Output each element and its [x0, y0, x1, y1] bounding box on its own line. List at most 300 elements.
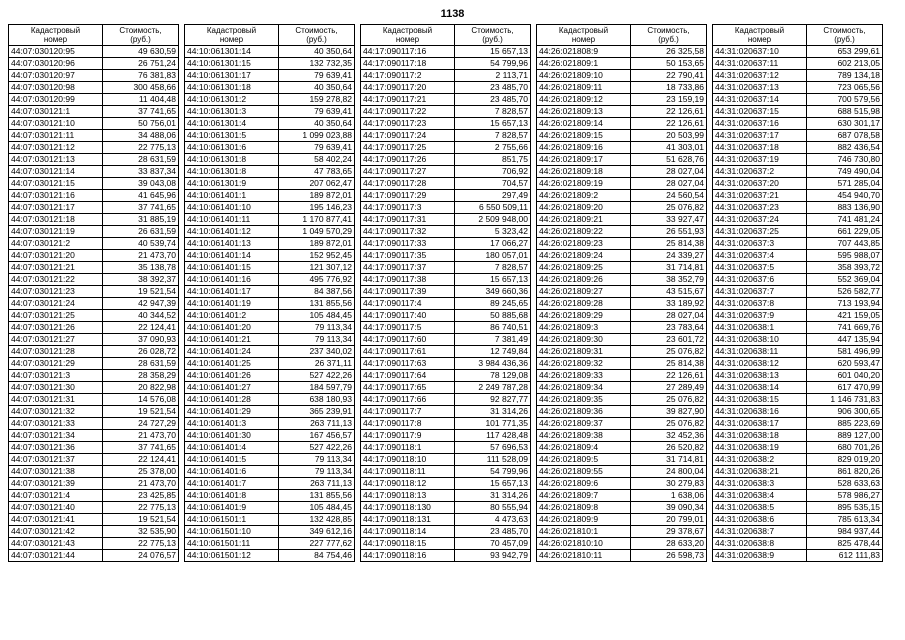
cadastral-number-cell: 44:10:061401:11: [185, 214, 279, 226]
cadastral-number-cell: 44:17:090117:33: [361, 238, 455, 250]
cadastral-number-cell: 44:26:021809:11: [537, 82, 631, 94]
cadastral-number-cell: 44:31:020638:6: [713, 514, 807, 526]
header-cost-line1: Стоимость,: [119, 26, 162, 35]
cost-cell: 571 285,04: [807, 178, 883, 190]
cadastral-number-cell: 44:10:061401:30: [185, 430, 279, 442]
cadastral-number-cell: 44:31:020637:9: [713, 310, 807, 322]
cost-cell: 26 551,93: [631, 226, 707, 238]
cost-cell: 26 028,72: [103, 346, 179, 358]
table-row: [713, 286, 883, 298]
table-row: [185, 178, 355, 190]
table-row: [713, 202, 883, 214]
cost-cell: 33 189,92: [631, 298, 707, 310]
table-row: [361, 322, 531, 334]
table-row: [185, 226, 355, 238]
cadastral-number-cell: 44:26:021809:36: [537, 406, 631, 418]
cost-cell: 687 078,58: [807, 130, 883, 142]
table-row: [9, 118, 179, 130]
table-row: [185, 550, 355, 562]
table-row: [713, 442, 883, 454]
header-cadastral-number-line1: Кадастровый: [558, 26, 609, 35]
table-row: [361, 526, 531, 538]
cadastral-number-cell: 44:31:020637:10: [713, 46, 807, 58]
cost-cell: 25 076,82: [631, 394, 707, 406]
cost-cell: 447 135,94: [807, 334, 883, 346]
cadastral-table-3: [360, 24, 531, 562]
cadastral-number-cell: 44:07:030121:12: [9, 142, 103, 154]
cost-cell: 26 520,82: [631, 442, 707, 454]
table-row: [185, 130, 355, 142]
table-row: [361, 274, 531, 286]
cost-cell: 23 783,64: [631, 322, 707, 334]
cadastral-number-cell: 44:07:030120:96: [9, 58, 103, 70]
table-row: [713, 370, 883, 382]
cadastral-number-cell: 44:26:021809:29: [537, 310, 631, 322]
cadastral-number-cell: 44:26:021809:1: [537, 58, 631, 70]
cadastral-number-cell: 44:26:021809:22: [537, 226, 631, 238]
table-row: [713, 166, 883, 178]
cadastral-number-cell: 44:31:020638:12: [713, 358, 807, 370]
cadastral-number-cell: 44:17:090118:12: [361, 478, 455, 490]
cost-cell: 20 822,98: [103, 382, 179, 394]
cost-cell: 23 485,70: [455, 82, 531, 94]
cadastral-number-cell: 44:07:030121:40: [9, 502, 103, 514]
cost-cell: 713 193,94: [807, 298, 883, 310]
cost-cell: 79 113,34: [279, 454, 355, 466]
cadastral-number-cell: 44:10:061401:25: [185, 358, 279, 370]
cadastral-number-cell: 44:26:021809:35: [537, 394, 631, 406]
cadastral-number-cell: 44:17:090117:64: [361, 370, 455, 382]
cost-cell: 21 473,70: [103, 430, 179, 442]
table-row: [185, 142, 355, 154]
cost-cell: 706,92: [455, 166, 531, 178]
cadastral-number-cell: 44:07:030121:28: [9, 346, 103, 358]
table-row: [9, 238, 179, 250]
cost-cell: 25 378,00: [103, 466, 179, 478]
table-row: [713, 334, 883, 346]
table-row: [537, 118, 707, 130]
cost-cell: 749 490,04: [807, 166, 883, 178]
table-row: [713, 130, 883, 142]
table-row: [537, 286, 707, 298]
table-row: [361, 106, 531, 118]
cadastral-number-cell: 44:26:021809:24: [537, 250, 631, 262]
cadastral-number-cell: 44:10:061401:16: [185, 274, 279, 286]
table-row: [713, 190, 883, 202]
table-row: [537, 334, 707, 346]
table-row: [185, 46, 355, 58]
cost-cell: 18 733,86: [631, 82, 707, 94]
cadastral-number-cell: 44:26:021809:37: [537, 418, 631, 430]
cost-cell: 700 579,56: [807, 94, 883, 106]
cost-cell: 50 756,01: [103, 118, 179, 130]
header-cadastral-number-line1: Кадастровый: [734, 26, 785, 35]
table-row: [185, 466, 355, 478]
cost-cell: 349 612,16: [279, 526, 355, 538]
table-row: [185, 370, 355, 382]
cadastral-number-cell: 44:31:020638:17: [713, 418, 807, 430]
table-row: [713, 310, 883, 322]
cadastral-number-cell: 44:26:021809:8: [537, 502, 631, 514]
cadastral-number-cell: 44:26:021809:55: [537, 466, 631, 478]
cadastral-number-cell: 44:31:020638:19: [713, 442, 807, 454]
cadastral-number-cell: 44:07:030121:25: [9, 310, 103, 322]
header-cost: [631, 25, 707, 46]
table-row: [713, 118, 883, 130]
cadastral-number-cell: 44:10:061401:8: [185, 490, 279, 502]
table-row: [361, 262, 531, 274]
cost-cell: 31 314,26: [455, 490, 531, 502]
cadastral-number-cell: 44:17:090117:39: [361, 286, 455, 298]
table-row: [537, 82, 707, 94]
cost-cell: 1 638,06: [631, 490, 707, 502]
table-row: [185, 502, 355, 514]
header-cadastral-number-line2: номер: [219, 35, 244, 44]
cadastral-number-cell: 44:10:061301:8: [185, 154, 279, 166]
cost-cell: 17 066,27: [455, 238, 531, 250]
cost-cell: 785 613,34: [807, 514, 883, 526]
cadastral-number-cell: 44:31:020638:21: [713, 466, 807, 478]
table-row: [537, 262, 707, 274]
cadastral-number-cell: 44:31:020637:2: [713, 166, 807, 178]
table-row: [713, 466, 883, 478]
cadastral-number-cell: 44:10:061401:4: [185, 442, 279, 454]
cost-cell: 21 473,70: [103, 250, 179, 262]
table-row: [361, 190, 531, 202]
cost-cell: 601 040,20: [807, 370, 883, 382]
table-row: [713, 238, 883, 250]
cost-cell: 34 488,06: [103, 130, 179, 142]
table-row: [713, 106, 883, 118]
cost-cell: 14 576,08: [103, 394, 179, 406]
cadastral-number-cell: 44:07:030121:31: [9, 394, 103, 406]
cadastral-number-cell: 44:31:020637:16: [713, 118, 807, 130]
cost-cell: 37 741,65: [103, 106, 179, 118]
cadastral-number-cell: 44:07:030121:26: [9, 322, 103, 334]
table-row: [537, 190, 707, 202]
cost-cell: 895 535,15: [807, 502, 883, 514]
cadastral-number-cell: 44:10:061401:1: [185, 190, 279, 202]
cadastral-number-cell: 44:31:020638:9: [713, 550, 807, 562]
cadastral-number-cell: 44:17:090117:61: [361, 346, 455, 358]
table-row: [185, 286, 355, 298]
table-row: [537, 346, 707, 358]
cadastral-number-cell: 44:31:020638:1: [713, 322, 807, 334]
table-row: [9, 202, 179, 214]
cadastral-number-cell: 44:10:061401:15: [185, 262, 279, 274]
table-row: [713, 394, 883, 406]
cadastral-number-cell: 44:17:090118:1: [361, 442, 455, 454]
table-row: [361, 358, 531, 370]
cadastral-number-cell: 44:17:090118:14: [361, 526, 455, 538]
cadastral-number-cell: 44:26:021809:17: [537, 154, 631, 166]
table-row: [361, 406, 531, 418]
table-row: [9, 190, 179, 202]
cost-cell: 23 601,72: [631, 334, 707, 346]
table-row: [713, 382, 883, 394]
table-row: [537, 106, 707, 118]
table-row: [9, 502, 179, 514]
cost-cell: 883 136,90: [807, 202, 883, 214]
cost-cell: 24 076,57: [103, 550, 179, 562]
table-row: [361, 442, 531, 454]
table-row: [713, 430, 883, 442]
table-row: [185, 274, 355, 286]
cost-cell: 50 153,65: [631, 58, 707, 70]
header-cadastral-number-line1: Кадастровый: [30, 26, 81, 35]
cost-cell: 297,49: [455, 190, 531, 202]
table-row: [185, 70, 355, 82]
cadastral-number-cell: 44:26:021810:1: [537, 526, 631, 538]
cost-cell: 79 113,34: [279, 322, 355, 334]
cost-cell: 23 485,70: [455, 526, 531, 538]
cadastral-number-cell: 44:17:090117:32: [361, 226, 455, 238]
table-row: [713, 550, 883, 562]
cost-cell: 528 633,63: [807, 478, 883, 490]
cadastral-number-cell: 44:10:061401:5: [185, 454, 279, 466]
cadastral-number-cell: 44:26:021809:3: [537, 322, 631, 334]
table-row: [9, 538, 179, 550]
table-row: [185, 202, 355, 214]
table-row: [9, 94, 179, 106]
cadastral-number-cell: 44:31:020637:25: [713, 226, 807, 238]
cost-cell: 22 775,13: [103, 538, 179, 550]
cost-cell: 906 300,65: [807, 406, 883, 418]
table-row: [713, 490, 883, 502]
table-row: [537, 274, 707, 286]
table-row: [361, 382, 531, 394]
table-row: [537, 322, 707, 334]
cadastral-table-1: [8, 24, 179, 562]
table-row: [713, 262, 883, 274]
table-row: [9, 286, 179, 298]
cost-cell: 49 630,59: [103, 46, 179, 58]
cadastral-number-cell: 44:10:061301:18: [185, 82, 279, 94]
table-row: [9, 310, 179, 322]
table-row: [9, 382, 179, 394]
cost-cell: 22 775,13: [103, 502, 179, 514]
cost-cell: 29 378,67: [631, 526, 707, 538]
cadastral-number-cell: 44:17:090117:35: [361, 250, 455, 262]
table-row: [361, 130, 531, 142]
table-row: [361, 118, 531, 130]
table-row: [185, 382, 355, 394]
table-row: [9, 58, 179, 70]
cost-cell: 723 065,56: [807, 82, 883, 94]
cadastral-number-cell: 44:10:061501:1: [185, 514, 279, 526]
cadastral-number-cell: 44:10:061301:6: [185, 142, 279, 154]
cost-cell: 33 927,47: [631, 214, 707, 226]
cadastral-number-cell: 44:10:061401:28: [185, 394, 279, 406]
cadastral-number-cell: 44:26:021809:23: [537, 238, 631, 250]
table-row: [537, 478, 707, 490]
header-cadastral-number: [537, 25, 631, 46]
cadastral-number-cell: 44:10:061301:4: [185, 118, 279, 130]
table-row: [361, 214, 531, 226]
cadastral-number-cell: 44:07:030121:37: [9, 454, 103, 466]
cadastral-number-cell: 44:10:061401:13: [185, 238, 279, 250]
cost-cell: 829 019,20: [807, 454, 883, 466]
table-row: [9, 370, 179, 382]
cost-cell: 22 124,41: [103, 454, 179, 466]
table-row: [537, 442, 707, 454]
table-row: [537, 202, 707, 214]
cadastral-number-cell: 44:07:030121:43: [9, 538, 103, 550]
cadastral-number-cell: 44:17:090117:8: [361, 418, 455, 430]
header-cadastral-number: [185, 25, 279, 46]
table-row: [9, 82, 179, 94]
cadastral-number-cell: 44:07:030120:99: [9, 94, 103, 106]
table-row: [361, 226, 531, 238]
cost-cell: 79 639,41: [279, 70, 355, 82]
cadastral-table-4: [536, 24, 707, 562]
cost-cell: 741 669,76: [807, 322, 883, 334]
table-row: [713, 514, 883, 526]
table-row: [185, 310, 355, 322]
cost-cell: 58 402,24: [279, 154, 355, 166]
cost-cell: 1 099 023,88: [279, 130, 355, 142]
cadastral-number-cell: 44:07:030121:11: [9, 130, 103, 142]
cost-cell: 6 550 509,11: [455, 202, 531, 214]
cost-cell: 20 503,99: [631, 130, 707, 142]
cost-cell: 76 381,83: [103, 70, 179, 82]
header-cost-line1: Стоимость,: [823, 26, 866, 35]
cost-cell: 349 660,36: [455, 286, 531, 298]
cadastral-number-cell: 44:31:020637:8: [713, 298, 807, 310]
table-row: [361, 430, 531, 442]
cost-cell: 1 146 731,83: [807, 394, 883, 406]
cost-cell: 28 631,59: [103, 154, 179, 166]
cost-cell: 688 515,98: [807, 106, 883, 118]
cadastral-number-cell: 44:26:021809:19: [537, 178, 631, 190]
cost-cell: 527 422,26: [279, 442, 355, 454]
cost-cell: 26 631,59: [103, 226, 179, 238]
cost-cell: 79 113,34: [279, 466, 355, 478]
table-row: [537, 514, 707, 526]
cost-cell: 300 458,66: [103, 82, 179, 94]
cost-cell: 263 711,13: [279, 478, 355, 490]
table-row: [9, 298, 179, 310]
table-row: [185, 406, 355, 418]
header-cost-line1: Стоимость,: [295, 26, 338, 35]
cost-cell: 15 657,13: [455, 118, 531, 130]
table-row: [361, 58, 531, 70]
cadastral-number-cell: 44:10:061401:29: [185, 406, 279, 418]
cadastral-number-cell: 44:31:020637:24: [713, 214, 807, 226]
cost-cell: 746 730,80: [807, 154, 883, 166]
cadastral-number-cell: 44:07:030121:13: [9, 154, 103, 166]
table-row: [537, 154, 707, 166]
table-row: [361, 70, 531, 82]
cadastral-number-cell: 44:26:021809:30: [537, 334, 631, 346]
table-row: [9, 466, 179, 478]
cadastral-number-cell: 44:07:030121:4: [9, 490, 103, 502]
table-row: [185, 166, 355, 178]
cost-cell: 661 229,05: [807, 226, 883, 238]
cadastral-number-cell: 44:10:061401:19: [185, 298, 279, 310]
cadastral-number-cell: 44:17:090117:60: [361, 334, 455, 346]
table-row: [185, 334, 355, 346]
table-row: [713, 526, 883, 538]
table-row: [361, 346, 531, 358]
cadastral-number-cell: 44:26:021809:12: [537, 94, 631, 106]
cadastral-number-cell: 44:07:030121:18: [9, 214, 103, 226]
cost-cell: 365 239,91: [279, 406, 355, 418]
cost-cell: 22 126,61: [631, 370, 707, 382]
table-row: [9, 322, 179, 334]
cadastral-number-cell: 44:07:030121:29: [9, 358, 103, 370]
cost-cell: 27 289,49: [631, 382, 707, 394]
table-row: [185, 82, 355, 94]
table-row: [537, 142, 707, 154]
cost-cell: 39 043,08: [103, 178, 179, 190]
header-cost: [103, 25, 179, 46]
cost-cell: 825 478,44: [807, 538, 883, 550]
table-row: [361, 454, 531, 466]
cost-cell: 28 027,04: [631, 178, 707, 190]
header-cost: [279, 25, 355, 46]
cadastral-number-cell: 44:07:030121:34: [9, 430, 103, 442]
table-row: [361, 334, 531, 346]
table-row: [185, 250, 355, 262]
cadastral-number-cell: 44:17:090118:16: [361, 550, 455, 562]
cadastral-number-cell: 44:10:061301:17: [185, 70, 279, 82]
cadastral-number-cell: 44:10:061501:10: [185, 526, 279, 538]
cost-cell: 132 732,35: [279, 58, 355, 70]
cost-cell: 22 126,61: [631, 118, 707, 130]
table-row: [713, 58, 883, 70]
cadastral-number-cell: 44:10:061401:9: [185, 502, 279, 514]
cost-cell: 24 339,27: [631, 250, 707, 262]
table-row: [9, 490, 179, 502]
table-row: [185, 442, 355, 454]
cost-cell: 30 279,83: [631, 478, 707, 490]
cost-cell: 111 528,09: [455, 454, 531, 466]
cadastral-number-cell: 44:07:030121:36: [9, 442, 103, 454]
cost-cell: 39 827,90: [631, 406, 707, 418]
cadastral-number-cell: 44:31:020638:7: [713, 526, 807, 538]
cost-cell: 79 113,34: [279, 334, 355, 346]
cadastral-number-cell: 44:10:061501:11: [185, 538, 279, 550]
table-row: [9, 358, 179, 370]
cadastral-number-cell: 44:10:061301:3: [185, 106, 279, 118]
table-row: [361, 82, 531, 94]
table-row: [361, 250, 531, 262]
cost-cell: 54 799,96: [455, 58, 531, 70]
cadastral-number-cell: 44:26:021810:10: [537, 538, 631, 550]
table-row: [9, 346, 179, 358]
cadastral-number-cell: 44:26:021809:31: [537, 346, 631, 358]
table-row: [185, 538, 355, 550]
cadastral-number-cell: 44:26:021809:5: [537, 454, 631, 466]
cost-cell: 117 428,48: [455, 430, 531, 442]
cost-cell: 167 456,57: [279, 430, 355, 442]
table-row: [713, 478, 883, 490]
cadastral-number-cell: 44:17:090118:130: [361, 502, 455, 514]
cadastral-number-cell: 44:07:030121:21: [9, 262, 103, 274]
table-row: [9, 130, 179, 142]
cadastral-number-cell: 44:31:020638:16: [713, 406, 807, 418]
cadastral-number-cell: 44:31:020638:4: [713, 490, 807, 502]
cadastral-number-cell: 44:17:090117:18: [361, 58, 455, 70]
cadastral-number-cell: 44:07:030121:30: [9, 382, 103, 394]
cost-cell: 22 126,61: [631, 106, 707, 118]
header-cadastral-number-line2: номер: [747, 35, 772, 44]
cadastral-number-cell: 44:26:021809:6: [537, 478, 631, 490]
table-row: [537, 526, 707, 538]
cost-cell: 41 645,96: [103, 190, 179, 202]
cadastral-number-cell: 44:17:090118:11: [361, 466, 455, 478]
